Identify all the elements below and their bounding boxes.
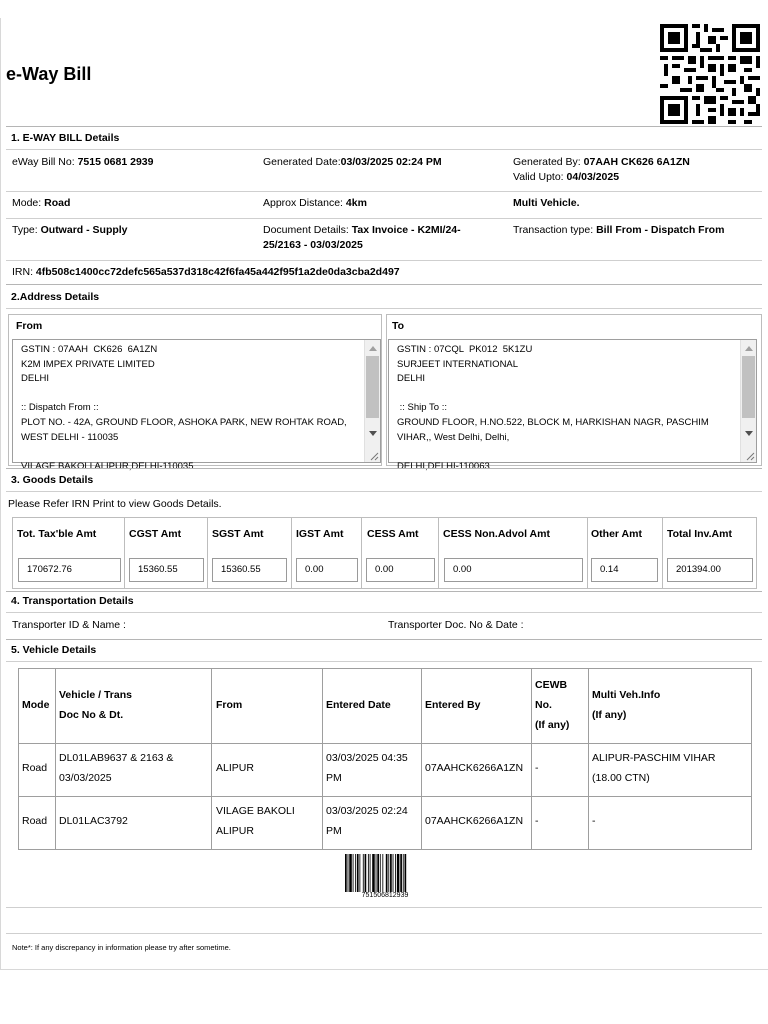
resize-grip-icon[interactable] bbox=[744, 450, 755, 461]
row1-entered-by: 07AAHCK6266A1ZN bbox=[425, 762, 524, 774]
row1-entered-date: 03/03/2025 04:35 PM bbox=[326, 752, 408, 784]
barcode-bar bbox=[372, 854, 375, 892]
to-scrollbar[interactable] bbox=[740, 340, 756, 462]
distance-value: 4km bbox=[345, 197, 367, 209]
vehicle-details-table bbox=[18, 668, 752, 850]
to-address-textarea[interactable] bbox=[388, 339, 757, 472]
barcode-number: 751506812939 bbox=[361, 892, 409, 899]
barcode-bar bbox=[357, 854, 359, 892]
header-other-amt: Other Amt bbox=[591, 528, 642, 540]
column-divider bbox=[55, 669, 56, 849]
taxable-amt-input[interactable]: 170672.76 bbox=[18, 558, 121, 582]
scroll-thumb[interactable] bbox=[366, 356, 379, 418]
column-divider bbox=[531, 669, 532, 849]
footer-note: Note*: If any discrepancy in information please try after sometime. bbox=[12, 943, 231, 952]
barcode-bar bbox=[393, 854, 394, 892]
column-divider bbox=[587, 518, 588, 588]
resize-grip-icon[interactable] bbox=[368, 450, 379, 461]
column-divider bbox=[588, 669, 589, 849]
barcode-bar bbox=[377, 854, 379, 892]
divider bbox=[6, 260, 762, 261]
igst-amt-input[interactable]: 0.00 bbox=[296, 558, 358, 582]
header-vehicle-doc: Vehicle / Trans Doc No & Dt. bbox=[59, 689, 132, 721]
barcode-bar bbox=[380, 854, 381, 892]
irn-field: IRN: 4fb508c1400cc72defc565a537d318c42f6fa45a442f95f1a2de0da3cba2d497 bbox=[12, 266, 400, 278]
cgst-amt-input[interactable]: 15360.55 bbox=[129, 558, 204, 582]
type-value: Outward - Supply bbox=[40, 224, 128, 236]
header-from: From bbox=[216, 699, 243, 711]
transporter-doc-label: Transporter Doc. No & Date : bbox=[388, 619, 524, 631]
barcode-bar bbox=[348, 854, 349, 892]
cess-amt-input[interactable]: 0.00 bbox=[366, 558, 435, 582]
divider bbox=[6, 661, 762, 662]
row2-entered-by: 07AAHCK6266A1ZN bbox=[425, 815, 524, 827]
column-divider bbox=[662, 518, 663, 588]
section-title-address: 2.Address Details bbox=[11, 291, 100, 303]
barcode-bar bbox=[368, 854, 369, 892]
row2-multi-veh-info: - bbox=[592, 815, 596, 827]
barcode-bar bbox=[400, 854, 402, 892]
transaction-type: Bill From - Dispatch From bbox=[596, 224, 725, 236]
generated-by: 07AAH CK626 6A1ZN bbox=[583, 156, 690, 168]
section-title-transport: 4. Transportation Details bbox=[11, 595, 134, 607]
barcode-bar bbox=[395, 854, 396, 892]
generated-by-field: Generated By: 07AAH CK626 6A1ZN Valid Upto: 04/03/2025 bbox=[513, 156, 690, 183]
column-divider bbox=[421, 669, 422, 849]
other-amt-input[interactable]: 0.14 bbox=[591, 558, 658, 582]
row1-mode: Road bbox=[22, 762, 48, 774]
barcode-bar bbox=[405, 854, 407, 892]
row-divider bbox=[19, 796, 751, 797]
goods-amounts-table bbox=[12, 517, 757, 589]
row1-cewb: - bbox=[535, 762, 539, 774]
mode-field: Mode: Road bbox=[12, 197, 71, 209]
header-taxable-amt: Tot. Tax'ble Amt bbox=[17, 528, 97, 540]
distance-field: Approx Distance: 4km bbox=[263, 197, 367, 209]
divider bbox=[6, 468, 762, 469]
section-title-goods: 3. Goods Details bbox=[11, 474, 94, 486]
scroll-up-arrow-icon[interactable] bbox=[369, 346, 377, 351]
from-label: From bbox=[16, 320, 43, 332]
column-divider bbox=[438, 518, 439, 588]
divider bbox=[6, 284, 762, 285]
row2-entered-date: 03/03/2025 02:24 PM bbox=[326, 805, 408, 837]
row2-cewb: - bbox=[535, 815, 539, 827]
row1-multi-veh-info: ALIPUR-PASCHIM VIHAR (18.00 CTN) bbox=[592, 752, 716, 784]
header-multi-veh-info: Multi Veh.Info (If any) bbox=[592, 689, 661, 721]
section-title-vehicle: 5. Vehicle Details bbox=[11, 644, 97, 656]
column-divider bbox=[211, 669, 212, 849]
divider bbox=[6, 126, 762, 127]
barcode-bar bbox=[355, 854, 356, 892]
column-divider bbox=[322, 669, 323, 849]
divider bbox=[6, 491, 762, 492]
header-cess-amt: CESS Amt bbox=[367, 528, 419, 540]
header-cess-non-advol-amt: CESS Non.Advol Amt bbox=[443, 528, 550, 540]
divider bbox=[6, 149, 762, 150]
divider bbox=[6, 218, 762, 219]
scroll-down-arrow-icon[interactable] bbox=[369, 431, 377, 436]
section-title-ewb-details: 1. E-WAY BILL Details bbox=[11, 132, 120, 144]
mode-value: Road bbox=[44, 197, 71, 209]
qr-code bbox=[658, 24, 762, 124]
ewb-number-field: eWay Bill No: 7515 0681 2939 bbox=[12, 156, 154, 168]
header-cgst-amt: CGST Amt bbox=[129, 528, 182, 540]
column-divider bbox=[361, 518, 362, 588]
barcode-bar bbox=[386, 854, 388, 892]
barcode-bar bbox=[388, 854, 389, 892]
ewb-number: 7515 0681 2939 bbox=[77, 156, 154, 168]
header-cewb: CEWB No. (If any) bbox=[535, 679, 570, 731]
row2-vehicle-doc: DL01LAC3792 bbox=[59, 815, 128, 827]
divider bbox=[6, 612, 762, 613]
column-divider bbox=[207, 518, 208, 588]
row-divider bbox=[19, 743, 751, 744]
header-sgst-amt: SGST Amt bbox=[212, 528, 264, 540]
barcode-bar bbox=[349, 854, 352, 892]
cess-non-advol-amt-input[interactable]: 0.00 bbox=[444, 558, 583, 582]
goods-note: Please Refer IRN Print to view Goods Details. bbox=[8, 498, 222, 510]
divider bbox=[6, 591, 762, 592]
divider bbox=[6, 933, 762, 934]
row2-mode: Road bbox=[22, 815, 48, 827]
total-inv-amt-input[interactable]: 201394.00 bbox=[667, 558, 753, 582]
header-igst-amt: IGST Amt bbox=[296, 528, 344, 540]
header-entered-date: Entered Date bbox=[326, 699, 391, 711]
irn-value: 4fb508c1400cc72defc565a537d318c42f6fa45a442f95f1a2de0da3cba2d497 bbox=[35, 266, 400, 278]
to-address-text: GSTIN : 07CQL PK012 5K1ZU SURJEET INTERNATIONAL DELHI :: Ship To :: GROUND FLOOR, H.NO.522, BLOCK M, HARKISHAN NAGR, PASCHIM VIHAR,, West Delhi, Delhi, DELHI,DELHI-110063 bbox=[397, 344, 709, 472]
barcode-bar bbox=[376, 854, 377, 892]
header-entered-by: Entered By bbox=[425, 699, 481, 711]
from-address-textarea[interactable] bbox=[12, 339, 381, 472]
transporter-id-label: Transporter ID & Name : bbox=[12, 619, 126, 631]
from-address-text: GSTIN : 07AAH CK626 6A1ZN K2M IMPEX PRIVATE LIMITED DELHI :: Dispatch From :: PLOT NO. - 42A, GROUND FLOOR, ASHOKA PARK, NEW ROHTAK ROAD, WEST DELHI - 110035 VILAGE BAKOLI ALIPUR,DELHI-110035 bbox=[21, 344, 347, 472]
page-title: e-Way Bill bbox=[6, 64, 92, 84]
generated-date: 03/03/2025 02:24 PM bbox=[340, 156, 442, 168]
valid-upto: 04/03/2025 bbox=[566, 171, 620, 183]
barcode-bar bbox=[353, 854, 354, 892]
generated-date-field: Generated Date:03/03/2025 02:24 PM bbox=[263, 156, 442, 168]
type-field: Type: Outward - Supply bbox=[12, 224, 128, 236]
barcode-bar bbox=[365, 854, 367, 892]
scroll-down-arrow-icon[interactable] bbox=[745, 431, 753, 436]
transaction-type-field: Transaction type: Bill From - Dispatch From bbox=[513, 224, 725, 236]
barcode-bar bbox=[397, 854, 400, 892]
document-details-field: Document Details: Tax Invoice - K2MI/24- 25/2163 - 03/03/2025 bbox=[263, 224, 461, 251]
multi-vehicle-flag: Multi Vehicle. bbox=[513, 197, 580, 209]
divider bbox=[6, 639, 762, 640]
barcode bbox=[345, 854, 425, 892]
column-divider bbox=[124, 518, 125, 588]
from-scrollbar[interactable] bbox=[364, 340, 380, 462]
header-mode: Mode bbox=[22, 699, 50, 711]
divider bbox=[6, 191, 762, 192]
row1-vehicle-doc: DL01LAB9637 & 2163 & 03/03/2025 bbox=[59, 752, 174, 784]
sgst-amt-input[interactable]: 15360.55 bbox=[212, 558, 287, 582]
barcode-bar bbox=[382, 854, 383, 892]
column-divider bbox=[291, 518, 292, 588]
barcode-bar bbox=[345, 854, 347, 892]
divider bbox=[6, 907, 762, 908]
row1-from: ALIPUR bbox=[216, 762, 254, 774]
barcode-bar bbox=[403, 854, 404, 892]
barcode-bar bbox=[359, 854, 360, 892]
scroll-up-arrow-icon[interactable] bbox=[745, 346, 753, 351]
scroll-thumb[interactable] bbox=[742, 356, 755, 418]
row2-from: VILAGE BAKOLI ALIPUR bbox=[216, 805, 295, 837]
barcode-bar bbox=[370, 854, 371, 892]
barcode-bar bbox=[363, 854, 364, 892]
barcode-bar bbox=[390, 854, 392, 892]
to-label: To bbox=[392, 320, 405, 332]
divider bbox=[6, 308, 762, 309]
header-total-inv-amt: Total Inv.Amt bbox=[667, 528, 732, 540]
